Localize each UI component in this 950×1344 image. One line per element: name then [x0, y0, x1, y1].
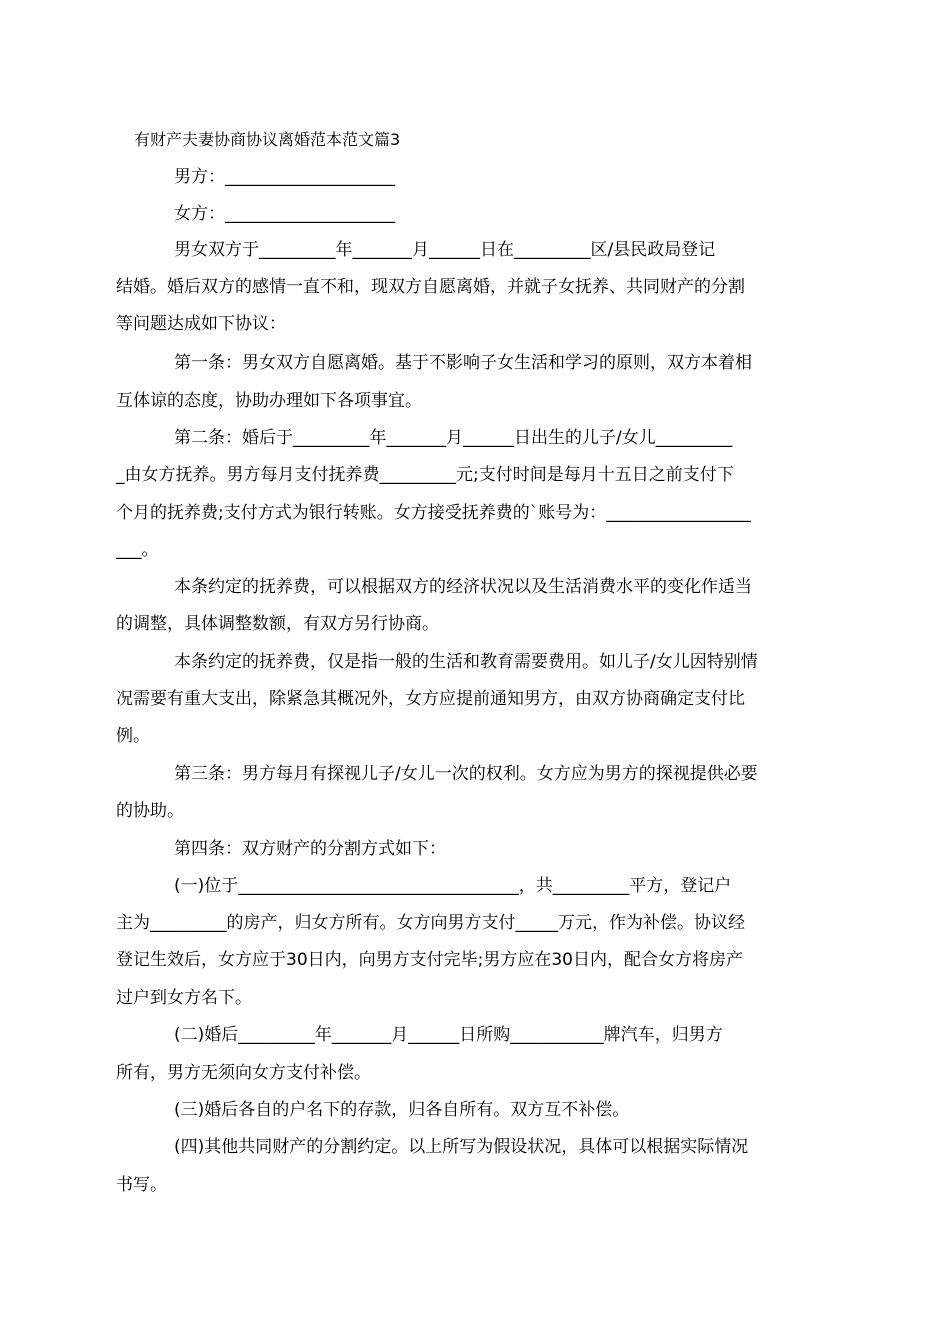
paragraph-line: 主为_________的房产，归女方所有。女方向男方支付_____万元，作为补偿。协议经 [116, 913, 745, 933]
document-title: 有财产夫妻协商协议离婚范本范文篇3 [134, 130, 401, 149]
husband-line: 男方：____________________ [174, 167, 395, 187]
paragraph-line: 例。 [116, 726, 150, 746]
paragraph-line: 所有，男方无须向女方支付补偿。 [116, 1063, 371, 1083]
paragraph-line: 登记生效后，女方应于30日内，向男方支付完毕;男方应在30日内，配合女方将房产 [116, 950, 743, 970]
paragraph-line: 第三条：男方每月有探视儿子/女儿一次的权利。女方应为男方的探视提供必要 [174, 764, 758, 784]
paragraph-line: 过户到女方名下。 [116, 988, 252, 1008]
paragraph-line: 书写。 [116, 1175, 167, 1195]
paragraph-line: (四)其他共同财产的分割约定。以上所写为假设状况，具体可以根据实际情况 [174, 1137, 749, 1157]
paragraph-line: 男女双方于_________年_______月______日在_________区/县民政局登记 [174, 240, 716, 260]
paragraph-line: 的调整，具体调整数额，有双方另行协商。 [116, 614, 439, 634]
paragraph-line: (三)婚后各自的户名下的存款，归各自所有。双方互不补偿。 [174, 1100, 630, 1120]
paragraph-line: 第一条：男女双方自愿离婚。基于不影响子女生活和学习的原则，双方本着相 [174, 353, 752, 373]
paragraph-line: 的协助。 [116, 801, 184, 821]
paragraph-line: 等问题达成如下协议： [116, 314, 286, 334]
paragraph-line: ___。 [116, 540, 159, 560]
paragraph-line: 第二条：婚后于_________年_______月______日出生的儿子/女儿_________ [174, 428, 733, 448]
paragraph-line: 况需要有重大支出，除紧急其概况外，女方应提前通知男方，由双方协商确定支付比 [116, 689, 745, 709]
paragraph-line: 结婚。婚后双方的感情一直不和，现双方自愿离婚，并就子女抚养、共同财产的分割 [116, 277, 745, 297]
paragraph-line: 互体谅的态度，协助办理如下各项事宜。 [116, 391, 422, 411]
paragraph-line: _由女方抚养。男方每月支付抚养费_________元;支付时间是每月十五日之前支付下 [116, 465, 734, 485]
paragraph-line: 第四条：双方财产的分割方式如下： [174, 839, 446, 859]
paragraph-line: (二)婚后_________年_______月______日所购___________牌汽车，归男方 [174, 1025, 723, 1045]
paragraph-line: 个月的抚养费;支付方式为银行转账。女方接受抚养费的`账号为：_________________ [116, 503, 751, 523]
wife-line: 女方：____________________ [174, 204, 395, 224]
paragraph-line: 本条约定的抚养费，仅是指一般的生活和教育需要费用。如儿子/女儿因特别情 [174, 652, 758, 672]
paragraph-line: (一)位于_________________________________，共_________平方，登记户 [174, 876, 732, 896]
paragraph-line: 本条约定的抚养费，可以根据双方的经济状况以及生活消费水平的变化作适当 [174, 577, 752, 597]
